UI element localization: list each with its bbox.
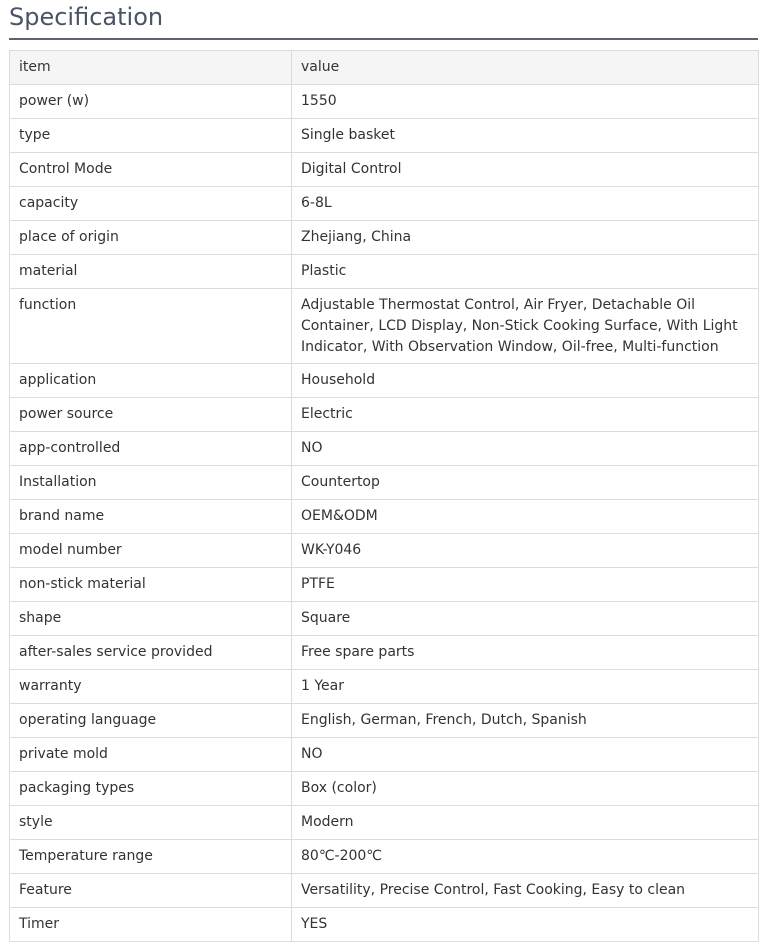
row-item: non-stick material [10,568,292,602]
table-row [10,364,759,398]
row-item: Temperature range [10,840,292,874]
row-item: app-controlled [10,432,292,466]
table-row [10,289,759,364]
row-value: Zhejiang, China [292,221,759,255]
row-item: brand name [10,500,292,534]
row-item: packaging types [10,772,292,806]
row-value: NO [292,738,759,772]
table-header-row [10,51,759,85]
row-item: Installation [10,466,292,500]
row-value: Box (color) [292,772,759,806]
row-value: 80℃-200℃ [292,840,759,874]
table-row [10,221,759,255]
table-row [10,772,759,806]
row-value: 1 Year [292,670,759,704]
row-value: YES [292,908,759,942]
row-value: NO [292,432,759,466]
table-row [10,568,759,602]
row-value: 1550 [292,85,759,119]
row-value: Countertop [292,466,759,500]
specification-table [9,50,759,942]
table-row [10,500,759,534]
row-value: WK-Y046 [292,534,759,568]
table-row [10,908,759,942]
table-row [10,806,759,840]
table-row [10,874,759,908]
row-item: private mold [10,738,292,772]
section-title: Specification [9,3,164,31]
row-value: Free spare parts [292,636,759,670]
row-value: Digital Control [292,153,759,187]
table-row [10,602,759,636]
row-item: material [10,255,292,289]
row-value: Square [292,602,759,636]
row-item: style [10,806,292,840]
row-item: Timer [10,908,292,942]
row-item: function [10,289,292,364]
table-row [10,704,759,738]
row-value: Modern [292,806,759,840]
row-item: place of origin [10,221,292,255]
row-item: after-sales service provided [10,636,292,670]
table-row [10,255,759,289]
row-value: English, German, French, Dutch, Spanish [292,704,759,738]
row-item: power source [10,398,292,432]
row-value: Electric [292,398,759,432]
table-row [10,670,759,704]
row-item: warranty [10,670,292,704]
row-item: Control Mode [10,153,292,187]
row-item: shape [10,602,292,636]
row-item: type [10,119,292,153]
row-item: power (w) [10,85,292,119]
header-item: item [10,51,292,85]
table-row [10,840,759,874]
table-row [10,738,759,772]
row-value: Plastic [292,255,759,289]
table-row [10,432,759,466]
row-value: 6-8L [292,187,759,221]
row-item: application [10,364,292,398]
table-row [10,119,759,153]
row-value: Household [292,364,759,398]
row-item: operating language [10,704,292,738]
table-row [10,187,759,221]
table-row [10,534,759,568]
row-value: Adjustable Thermostat Control, Air Fryer, Detachable Oil Container, LCD Display, Non-Stick Cooking Surface, With Light Indicator, With Observation Window, Oil-free, Multi-function [292,289,759,364]
table-row [10,636,759,670]
row-value: Single basket [292,119,759,153]
header-value: value [292,51,759,85]
table-row [10,466,759,500]
table-row [10,153,759,187]
row-value: Versatility, Precise Control, Fast Cooking, Easy to clean [292,874,759,908]
table-row [10,85,759,119]
title-divider [9,38,758,40]
row-value: PTFE [292,568,759,602]
row-item: model number [10,534,292,568]
row-item: Feature [10,874,292,908]
table-row [10,398,759,432]
row-item: capacity [10,187,292,221]
row-value: OEM&ODM [292,500,759,534]
